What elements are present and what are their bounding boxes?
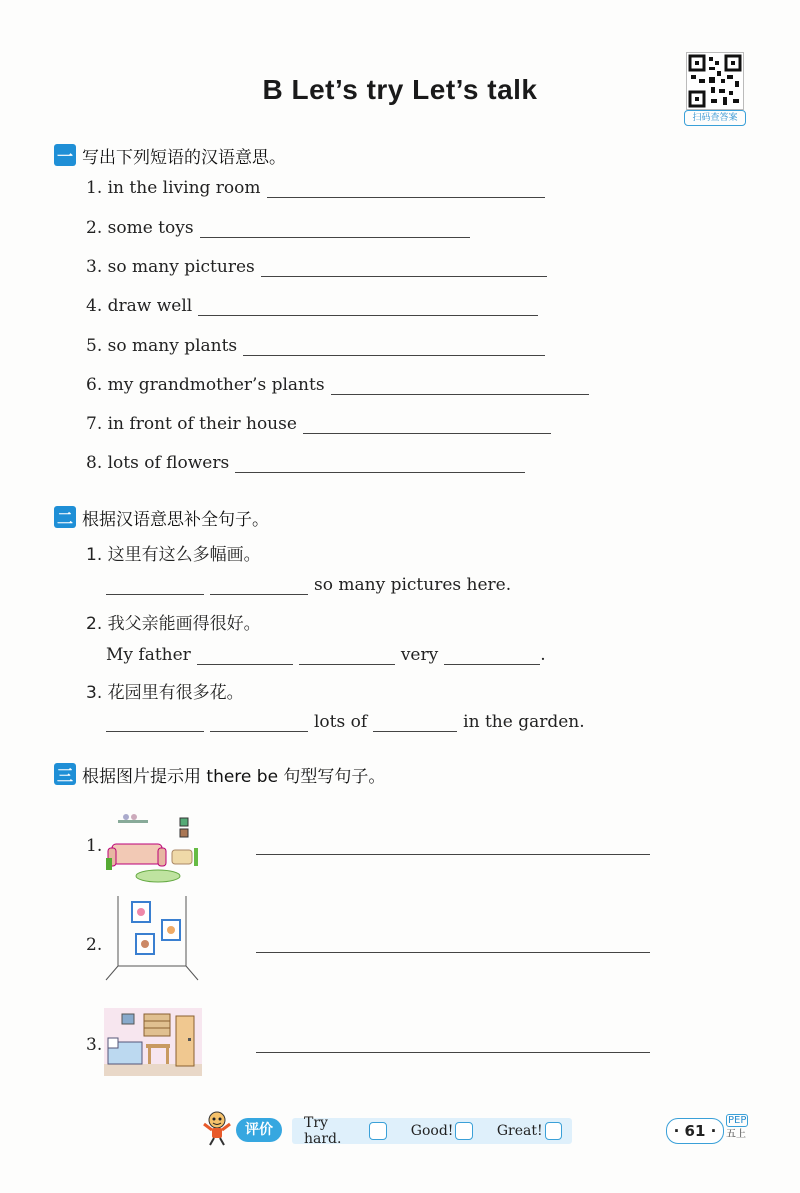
list-item: 2. some toys — [86, 218, 470, 238]
answer-blank[interactable] — [235, 471, 525, 473]
section1-header — [54, 142, 286, 168]
page-title: B Let’s try Let’s talk — [262, 74, 538, 105]
item-number: 1. — [86, 836, 103, 856]
prompt-cn: 3. 花园里有很多花。 — [86, 683, 244, 703]
list-item: 8. lots of flowers — [86, 453, 525, 473]
answer-blank[interactable] — [197, 663, 293, 665]
section1-number: 一 — [54, 144, 76, 166]
living-room-picture — [104, 812, 200, 886]
section2-header — [54, 504, 269, 530]
sentence-row: My father very . — [106, 645, 546, 665]
answer-blank[interactable] — [210, 730, 308, 732]
section3-title: 根据图片提示用 there be 句型写句子。 — [82, 766, 386, 787]
qr-label: 扫码查答案 — [684, 110, 746, 126]
section1-title: 写出下列短语的汉语意思。 — [82, 147, 286, 168]
answer-blank[interactable] — [331, 393, 589, 395]
sentence-row: lots of in the garden. — [106, 712, 585, 732]
mascot-icon — [200, 1110, 234, 1146]
list-item: 4. draw well — [86, 296, 538, 316]
rating-great-checkbox[interactable] — [545, 1122, 562, 1140]
rating-great-label: Great! — [496, 1123, 543, 1139]
answer-line[interactable] — [256, 1051, 650, 1053]
answer-blank[interactable] — [444, 663, 540, 665]
rating-bar — [292, 1115, 572, 1147]
wall-pictures-picture — [104, 896, 200, 982]
rating-good-label: Good! — [410, 1123, 454, 1139]
qr-code-icon — [686, 52, 744, 110]
list-item: 6. my grandmother’s plants — [86, 375, 589, 395]
answer-blank[interactable] — [267, 196, 545, 198]
bedroom-picture — [104, 1008, 202, 1076]
list-item: 3. so many pictures — [86, 257, 547, 277]
list-item: 1. in the living room — [86, 178, 545, 198]
page-number: · 61 · — [666, 1118, 724, 1144]
answer-blank[interactable] — [210, 593, 308, 595]
answer-blank[interactable] — [261, 275, 547, 277]
rating-good-checkbox[interactable] — [455, 1122, 472, 1140]
answer-line[interactable] — [256, 853, 650, 855]
answer-blank[interactable] — [106, 730, 204, 732]
answer-blank[interactable] — [106, 593, 204, 595]
section3-header — [54, 761, 385, 787]
prompt-cn: 2. 我父亲能画得很好。 — [86, 614, 261, 634]
section2-number: 二 — [54, 506, 76, 528]
evaluation-label: 评价 — [236, 1118, 282, 1142]
item-number: 2. — [86, 935, 103, 955]
list-item: 7. in front of their house — [86, 414, 551, 434]
section2-title: 根据汉语意思补全句子。 — [82, 509, 269, 530]
answer-line[interactable] — [256, 951, 650, 953]
rating-try-hard-checkbox[interactable] — [369, 1122, 386, 1140]
prompt-cn: 1. 这里有这么多幅画。 — [86, 545, 261, 565]
answer-blank[interactable] — [200, 236, 470, 238]
section3-number: 三 — [54, 763, 76, 785]
rating-try-hard-label: Try hard. — [304, 1115, 342, 1147]
answer-blank[interactable] — [198, 314, 538, 316]
sentence-row: so many pictures here. — [106, 575, 511, 595]
answer-blank[interactable] — [373, 730, 457, 732]
answer-blank[interactable] — [243, 354, 545, 356]
item-number: 3. — [86, 1035, 103, 1055]
list-item: 5. so many plants — [86, 336, 545, 356]
answer-blank[interactable] — [303, 432, 551, 434]
edition-tag: PEP 五上 — [726, 1115, 747, 1140]
answer-blank[interactable] — [299, 663, 395, 665]
